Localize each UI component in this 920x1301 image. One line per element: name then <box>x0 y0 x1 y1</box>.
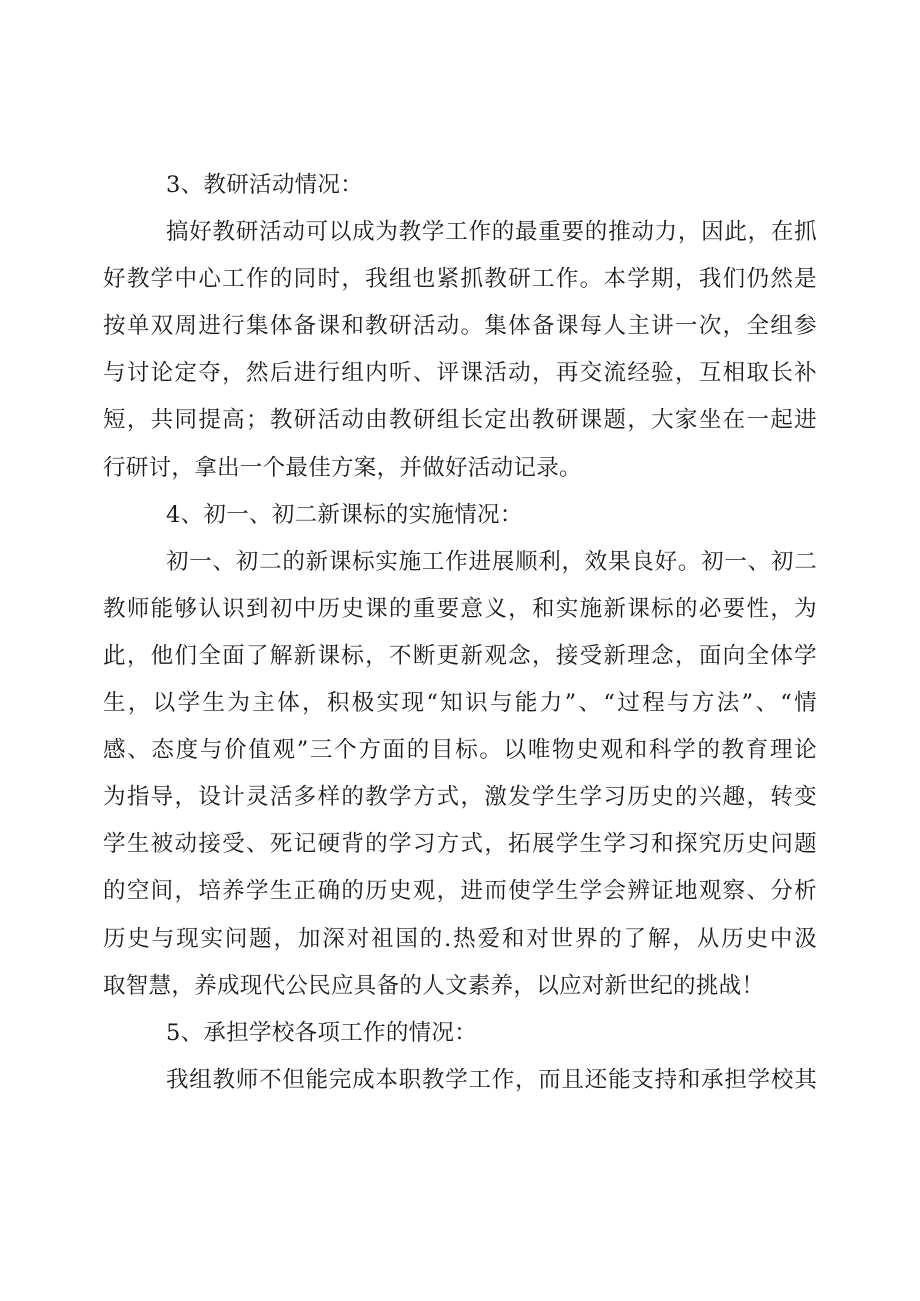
paragraph-line: 按单双周进行集体备课和教研活动。集体备课每人主讲一次，全组参 <box>103 313 817 340</box>
paragraph-line: 搞好教研活动可以成为教学工作的最重要的推动力，因此，在抓 <box>166 219 817 246</box>
paragraph-line: 为指导，设计灵活多样的教学方式，激发学生学习历史的兴趣，转变 <box>103 784 817 811</box>
paragraph-line: 历史与现实问题，加深对祖国的.热爱和对世界的了解，从历史中汲 <box>103 925 817 952</box>
section-heading-4: 4、初一、初二新课标的实施情况： <box>166 501 523 528</box>
paragraph-line: 感、态度与价值观”三个方面的目标。以唯物史观和科学的教育理论 <box>103 737 817 764</box>
paragraph-line: 的空间，培养学生正确的历史观，进而使学生学会辨证地观察、分析 <box>103 878 817 905</box>
section-heading-3: 3、教研活动情况： <box>166 172 364 198</box>
paragraph-line: 短，共同提高；教研活动由教研组长定出教研课题，大家坐在一起进 <box>103 407 817 434</box>
paragraph-line: 我组教师不但能完成本职教学工作，而且还能支持和承担学校其 <box>166 1066 817 1093</box>
section-heading-5: 5、承担学校各项工作的情况： <box>166 1019 478 1046</box>
paragraph-line: 与讨论定夺，然后进行组内听、评课活动，再交流经验，互相取长补 <box>103 360 817 387</box>
paragraph-line: 此，他们全面了解新课标，不断更新观念，接受新理念，面向全体学 <box>103 642 817 669</box>
document-body <box>103 162 817 1104</box>
paragraph-line: 教师能够认识到初中历史课的重要意义，和实施新课标的必要性，为 <box>103 595 817 622</box>
paragraph-line: 行研讨，拿出一个最佳方案，并做好活动记录。 <box>103 454 582 481</box>
paragraph-line: 生，以学生为主体，积极实现“知识与能力”、“过程与方法”、“情 <box>103 690 817 717</box>
paragraph-line: 好教学中心工作的同时，我组也紧抓教研工作。本学期，我们仍然是 <box>103 266 817 293</box>
paragraph-line: 学生被动接受、死记硬背的学习方式，拓展学生学习和探究历史问题 <box>103 831 817 858</box>
paragraph-line: 取智慧，养成现代公民应具备的人文素养，以应对新世纪的挑战！ <box>103 972 765 999</box>
paragraph-line: 初一、初二的新课标实施工作进展顺利，效果良好。初一、初二 <box>166 548 817 575</box>
